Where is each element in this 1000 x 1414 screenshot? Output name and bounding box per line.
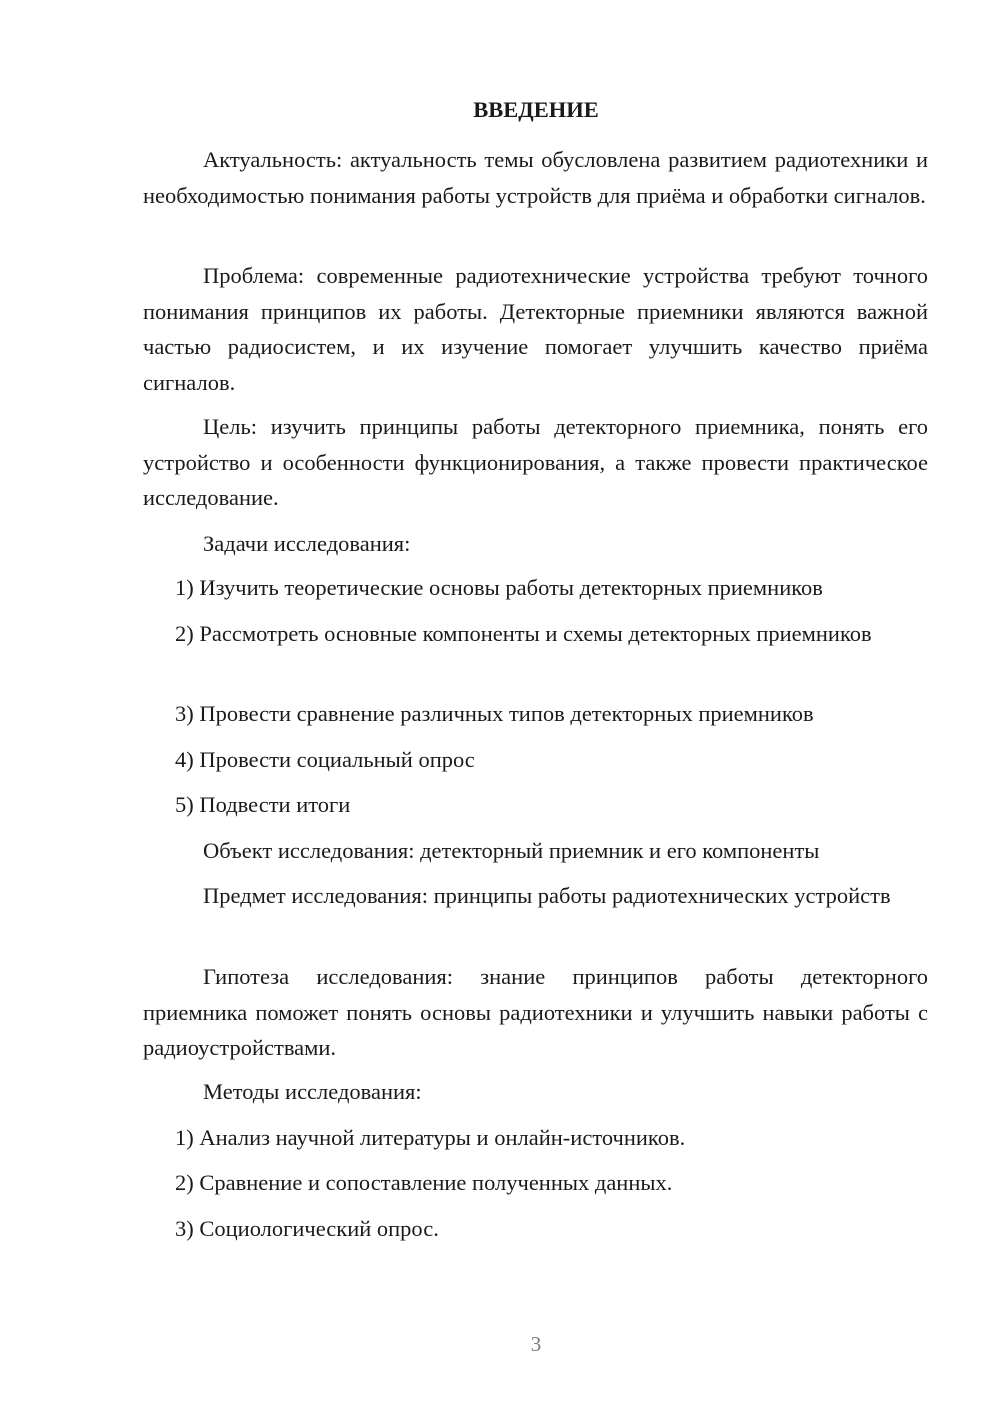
- method-item-2: 2) Сравнение и сопоставление полученных данных.: [175, 1170, 673, 1195]
- problem-paragraph: Проблема: современные радиотехнические устройства требуют точного понимания принципов их работы. Детекторные приемники являются важной частью радиосистем, и их изучение помогает улучшить качество приёма сигналов.: [143, 263, 928, 395]
- subject-paragraph: Предмет исследования: принципы работы радиотехнических устройств: [203, 883, 891, 908]
- task-item-2: 2) Рассмотреть основные компоненты и схемы детекторных приемников: [175, 621, 872, 646]
- tasks-heading: Задачи исследования:: [203, 531, 411, 556]
- task-item-4: 4) Провести социальный опрос: [175, 747, 475, 772]
- hypothesis-paragraph: Гипотеза исследования: знание принципов работы детекторного приемника поможет понять основы радиотехники и улучшить навыки работы с радиоустройствами.: [143, 964, 928, 1060]
- task-item-3: 3) Провести сравнение различных типов детекторных приемников: [175, 701, 814, 726]
- method-item-3: 3) Социологический опрос.: [175, 1216, 439, 1241]
- object-paragraph: Объект исследования: детекторный приемник и его компоненты: [203, 838, 820, 863]
- methods-heading: Методы исследования:: [203, 1079, 422, 1104]
- method-item-1: 1) Анализ научной литературы и онлайн-источников.: [175, 1125, 686, 1150]
- page-number: 3: [530, 1332, 542, 1356]
- section-title: ВВЕДЕНИЕ: [473, 97, 599, 122]
- task-item-1: 1) Изучить теоретические основы работы детекторных приемников: [175, 575, 823, 600]
- relevance-paragraph: Актуальность: актуальность темы обусловлена развитием радиотехники и необходимостью понимания работы устройств для приёма и обработки сигналов.: [143, 147, 928, 208]
- task-item-5: 5) Подвести итоги: [175, 792, 351, 817]
- goal-paragraph: Цель: изучить принципы работы детекторного приемника, понять его устройство и особенности функционирования, а также провести практическое исследование.: [143, 414, 928, 510]
